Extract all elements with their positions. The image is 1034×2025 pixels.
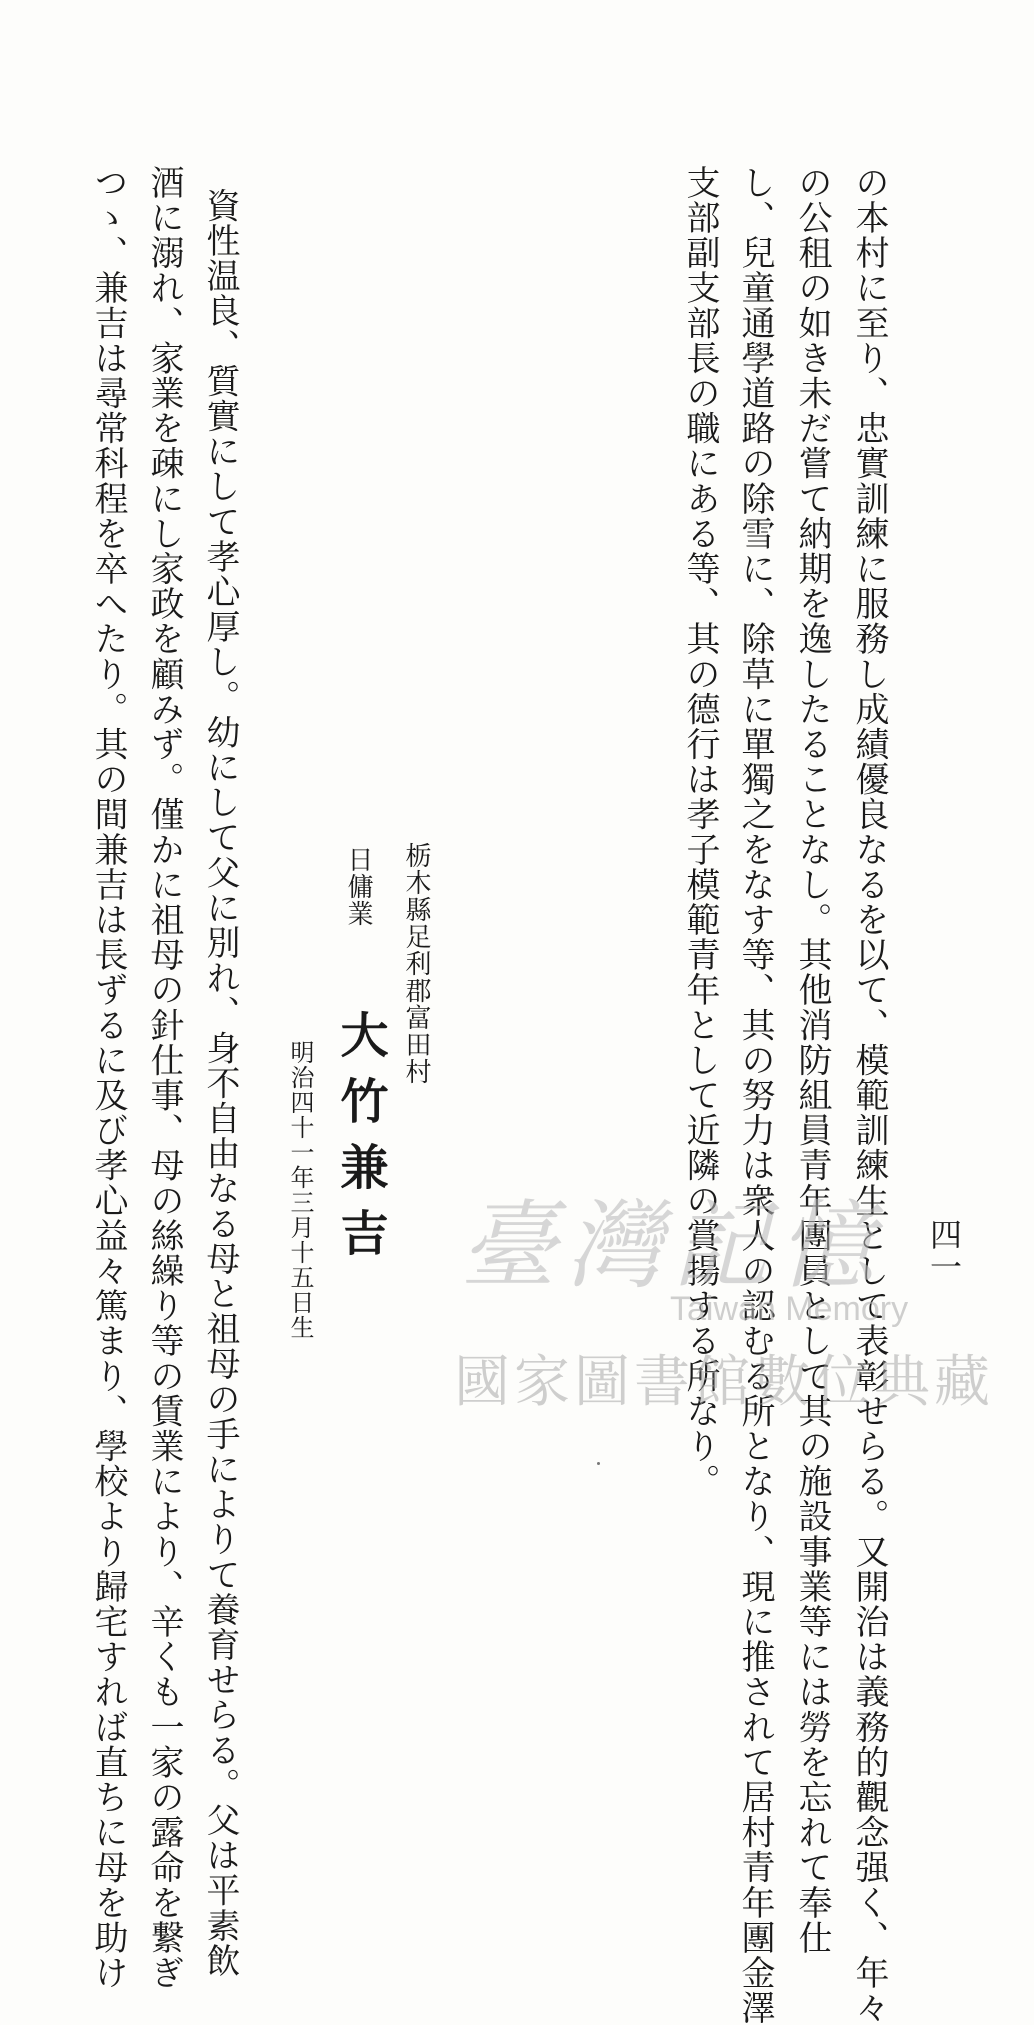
text-line: つゝ、兼吉は尋常科程を卒へたり。其の間兼吉は長ずるに及び孝心益々篤まり、學校より歸宅すれば直ちに母を助け	[88, 165, 128, 1991]
entry-occupation: 日傭業	[343, 846, 373, 927]
entry-name: 大竹兼吉	[332, 1010, 388, 1274]
text-line: し、兒童通學道路の除雪に、除草に單獨之をなす等、其の努力は衆人の認むる所となり、現に推されて居村青年團金澤	[735, 165, 775, 2025]
text-line: 支部副支部長の職にある等、其の德行は孝子模範青年として近隣の賞揚する所なり。	[680, 165, 720, 1499]
entry-address: 栃木縣足利郡富田村	[401, 842, 431, 1085]
entry-birth-date: 明治四十一年三月十五日生	[286, 1040, 314, 1340]
watermark-calligraphy: 臺灣記憶	[460, 1190, 884, 1302]
text-line: 酒に溺れ、家業を疎にし家政を顧みず。僅かに祖母の針仕事、母の絲繰り等の賃業により、辛くも一家の露命を繋ぎ	[144, 165, 184, 1991]
page-number: 四一	[925, 1218, 963, 1282]
text-line: 資性温良、質實にして孝心厚し。幼にして父に別れ、身不自由なる母と祖母の手によりて養育せらる。父は平素飲	[200, 188, 240, 1979]
watermark-institution: 國家圖書館數位典藏	[454, 1350, 994, 1413]
text-line: の本村に至り、忠實訓練に服務し成績優良なるを以て、模範訓練生として表彰せらる。又開治は義務的觀念强く、年々	[849, 165, 889, 2025]
text-line: の公租の如き未だ嘗て納期を逸したることなし。其他消防組員青年團員として其の施設事業等には勞を忘れて奉仕	[792, 165, 832, 1956]
watermark-english: Taiwan Memory	[670, 1290, 909, 1328]
ink-speck	[597, 1462, 600, 1465]
